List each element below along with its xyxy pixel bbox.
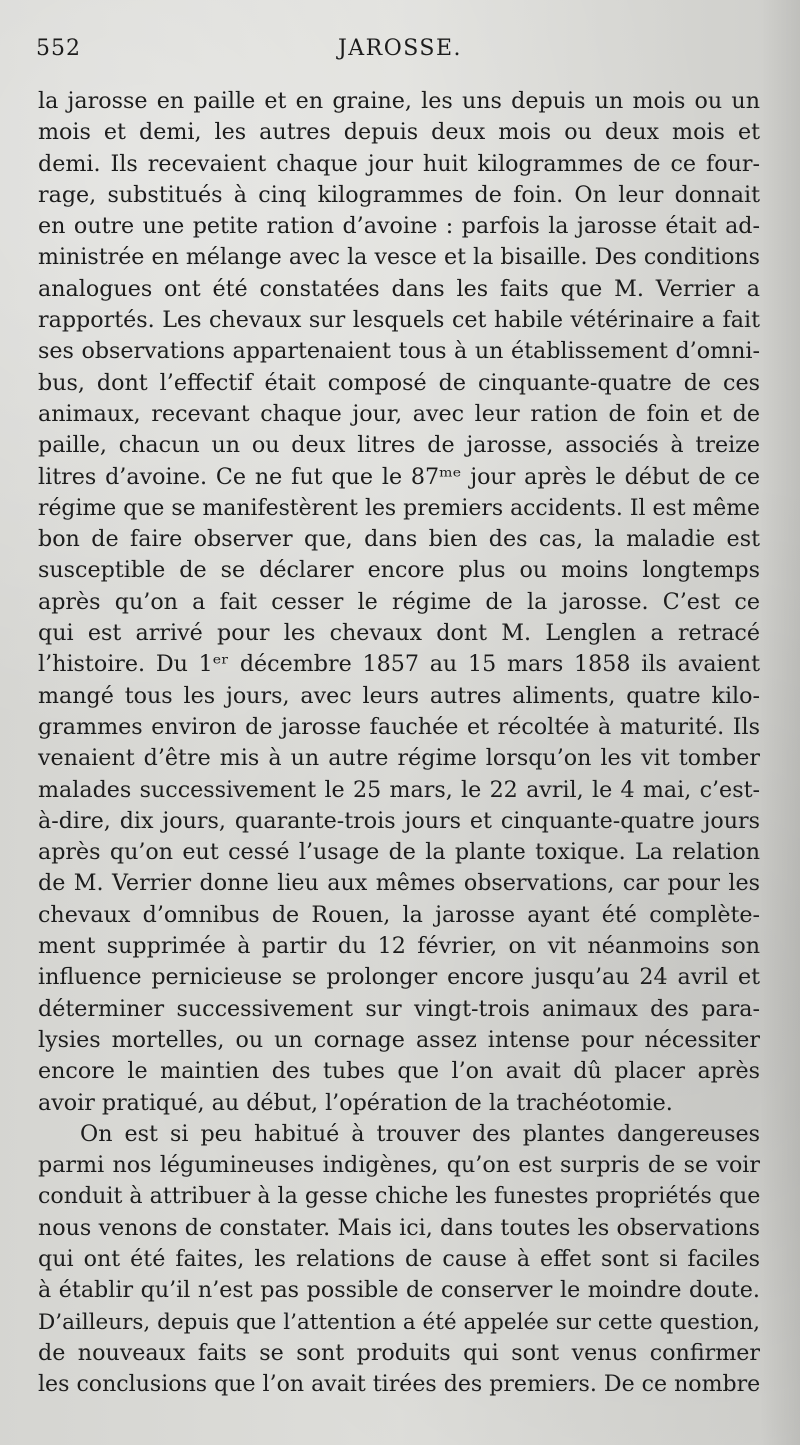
text-line: bon de faire observer que, dans bien des cas, la maladie est xyxy=(38,526,760,553)
text-line: ses observations appartenaient tous à un établissement d’omni- xyxy=(38,338,760,365)
text-line: mangé tous les jours, avec leurs autres aliments, quatre kilo- xyxy=(38,682,760,709)
text-line: chevaux d’omnibus de Rouen, la jarosse ayant été complète- xyxy=(38,901,760,928)
text-line: malades successivement le 25 mars, le 22 avril, le 4 mai, c’est- xyxy=(38,776,760,803)
text-line: parmi nos légumineuses indigènes, qu’on est surpris de se voir xyxy=(38,1152,760,1179)
paragraph xyxy=(38,86,760,1119)
text-line: venaient d’être mis à un autre régime lorsqu’on les vit tomber xyxy=(38,745,760,772)
text-line: grammes environ de jarosse fauchée et récoltée à maturité. Ils xyxy=(38,713,760,740)
text-line: influence pernicieuse se prolonger encore jusqu’au 24 avril et xyxy=(38,964,760,991)
text-line: On est si peu habitué à trouver des plantes dangereuses xyxy=(80,1120,760,1147)
text-line: à-dire, dix jours, quarante-trois jours et cinquante-quatre jours xyxy=(38,807,760,834)
text-line: nous venons de constater. Mais ici, dans toutes les observations xyxy=(38,1214,760,1241)
text-line: rage, substitués à cinq kilogrammes de foin. On leur donnait xyxy=(38,181,760,208)
text-line: de nouveaux faits se sont produits qui sont venus confirmer xyxy=(38,1339,760,1366)
running-title: JAROSSE. xyxy=(337,36,463,61)
text-line: paille, chacun un ou deux litres de jarosse, associés à treize xyxy=(38,432,760,459)
text-line: lysies mortelles, ou un cornage assez intense pour nécessiter xyxy=(38,1026,760,1053)
text-line: après qu’on eut cessé l’usage de la plante toxique. La relation xyxy=(38,839,760,866)
text-line: mois et demi, les autres depuis deux mois ou deux mois et xyxy=(38,119,760,146)
text-line: ministrée en mélange avec la vesce et la bisaille. Des conditions xyxy=(38,244,760,271)
text-line: en outre une petite ration d’avoine : parfois la jarosse était ad- xyxy=(38,213,760,240)
text-line: à établir qu’il n’est pas possible de conserver le moindre doute. xyxy=(38,1277,760,1304)
text-line: susceptible de se déclarer encore plus ou moins longtemps xyxy=(38,557,760,584)
text-line: avoir pratiqué, au début, l’opération de la trachéotomie. xyxy=(38,1089,673,1116)
page-number: 552 xyxy=(36,36,81,61)
text-line: qui est arrivé pour les chevaux dont M. Lenglen a retracé xyxy=(38,620,760,647)
text-line: qui ont été faites, les relations de cause à effet sont si faciles xyxy=(38,1245,760,1272)
text-line: conduit à attribuer à la gesse chiche les funestes propriétés que xyxy=(38,1183,761,1210)
text-line: la jarosse en paille et en graine, les uns depuis un mois ou un xyxy=(38,88,760,114)
page-edge-shadow xyxy=(760,0,800,1445)
text-line: rapportés. Les chevaux sur lesquels cet habile vétérinaire a fait xyxy=(38,307,760,334)
text-line: après qu’on a fait cesser le régime de la jarosse. C’est ce xyxy=(38,588,760,615)
text-line: bus, dont l’effectif était composé de cinquante-quatre de ces xyxy=(38,369,760,396)
text-line: l’histoire. Du 1ᵉʳ décembre 1857 au 15 mars 1858 ils avaient xyxy=(38,651,760,678)
paragraph xyxy=(38,1119,760,1401)
text-line: ment supprimée à partir du 12 février, on vit néanmoins son xyxy=(38,933,760,960)
text-line: litres d’avoine. Ce ne fut que le 87ᵐᵉ jour après le début de ce xyxy=(38,463,760,490)
body-text xyxy=(38,86,760,1400)
text-line: de M. Verrier donne lieu aux mêmes observations, car pour les xyxy=(38,870,760,897)
text-line: D’ailleurs, depuis que l’attention a été appelée sur cette question, xyxy=(38,1309,760,1335)
text-line: régime que se manifestèrent les premiers accidents. Il est même xyxy=(38,495,760,521)
text-line: demi. Ils recevaient chaque jour huit kilogrammes de ce four- xyxy=(38,150,760,177)
text-line: encore le maintien des tubes que l’on avait dû placer après xyxy=(38,1058,760,1085)
running-head xyxy=(36,30,764,64)
text-line: animaux, recevant chaque jour, avec leur ration de foin et de xyxy=(38,400,760,427)
text-line: analogues ont été constatées dans les faits que M. Verrier a xyxy=(38,275,760,302)
text-line: les conclusions que l’on avait tirées des premiers. De ce nombre xyxy=(38,1372,761,1398)
text-line: déterminer successivement sur vingt-trois animaux des para- xyxy=(38,995,760,1022)
